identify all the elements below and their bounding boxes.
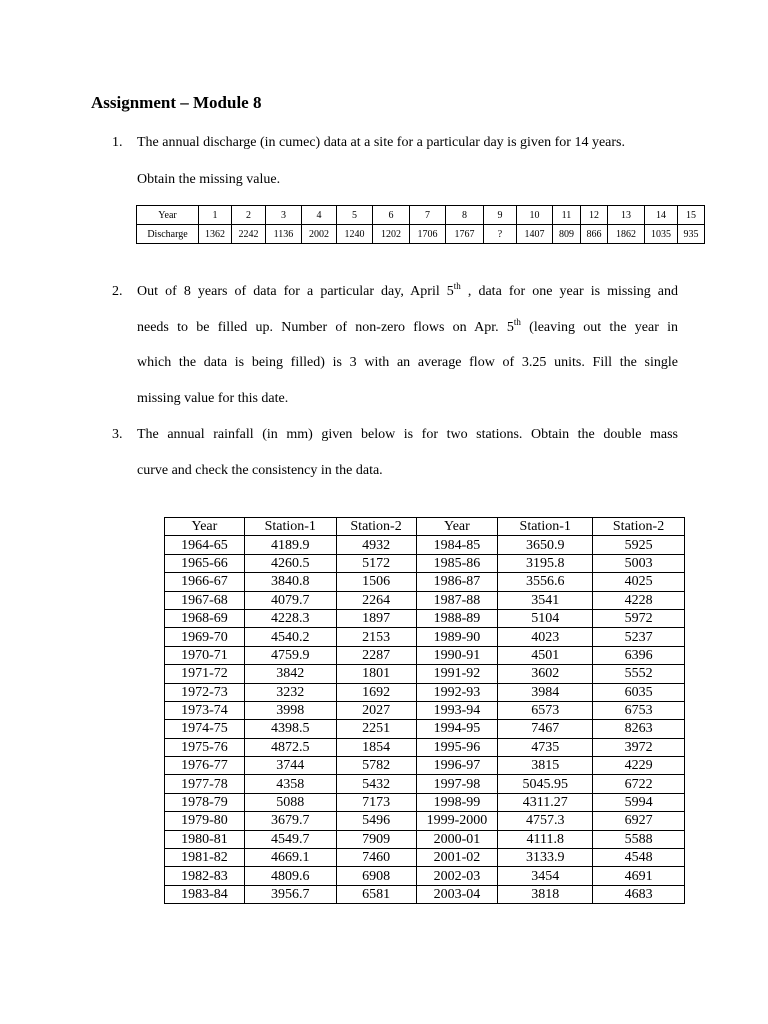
table-row <box>165 665 685 683</box>
table-row <box>165 701 685 719</box>
table-cell: 1978-79 <box>165 793 245 811</box>
table-cell: 1968-69 <box>165 609 245 627</box>
table-cell: 1801 <box>336 665 416 683</box>
table-cell: 6722 <box>593 775 685 793</box>
question-text-line <box>137 317 679 336</box>
table-cell: 4228.3 <box>244 609 336 627</box>
year-cell: 9 <box>484 206 517 225</box>
question-text-line: The annual rainfall (in mm) given below is for two stations. Obtain the double mass <box>137 427 678 442</box>
year-cell: 4 <box>302 206 337 225</box>
table-cell: 7173 <box>336 793 416 811</box>
table-row <box>165 885 685 903</box>
discharge-table <box>136 205 705 244</box>
table-cell: 5994 <box>593 793 685 811</box>
discharge-cell: 2002 <box>302 225 337 244</box>
table-cell: 1983-84 <box>165 885 245 903</box>
table-cell: 3195.8 <box>498 554 593 572</box>
table-row <box>165 683 685 701</box>
table-cell: 1996-97 <box>416 757 498 775</box>
table-cell: 4735 <box>498 738 593 756</box>
table-cell: 5972 <box>593 609 685 627</box>
year-cell: 6 <box>373 206 410 225</box>
discharge-cell: 1240 <box>337 225 373 244</box>
table-cell: 4501 <box>498 646 593 664</box>
year-cell: 1 <box>199 206 232 225</box>
column-header: Year <box>416 518 498 536</box>
table-row <box>165 536 685 554</box>
table-cell: 1692 <box>336 683 416 701</box>
year-cell: 8 <box>446 206 484 225</box>
table-cell: 1966-67 <box>165 573 245 591</box>
table-cell: 1975-76 <box>165 738 245 756</box>
text-segment: needs to be filled up. Number of non-zero flows on Apr. 5 <box>137 320 514 335</box>
table-cell: 3815 <box>498 757 593 775</box>
table-cell: 6581 <box>336 885 416 903</box>
table-cell: 5003 <box>593 554 685 572</box>
year-cell: 3 <box>266 206 302 225</box>
table-row <box>165 867 685 885</box>
table-cell: 2153 <box>336 628 416 646</box>
question-text-line <box>137 281 678 300</box>
table-cell: 1979-80 <box>165 812 245 830</box>
table-cell: 4548 <box>593 849 685 867</box>
table-cell: 1980-81 <box>165 830 245 848</box>
table-cell: 3679.7 <box>244 812 336 830</box>
table-cell: 4683 <box>593 885 685 903</box>
table-row <box>165 738 685 756</box>
table-cell: 1984-85 <box>416 536 498 554</box>
superscript: th <box>513 317 521 327</box>
question-text-line: missing value for this date. <box>137 391 289 406</box>
table-cell: 4398.5 <box>244 720 336 738</box>
year-cell: 7 <box>410 206 446 225</box>
table-cell: 5432 <box>336 775 416 793</box>
table-row <box>165 554 685 572</box>
table-cell: 1987-88 <box>416 591 498 609</box>
discharge-cell: 1362 <box>199 225 232 244</box>
table-row <box>165 720 685 738</box>
table-cell: 4311.27 <box>498 793 593 811</box>
column-header: Station-2 <box>336 518 416 536</box>
question-number: 2. <box>112 284 123 299</box>
table-cell: 6753 <box>593 701 685 719</box>
table-cell: 3232 <box>244 683 336 701</box>
table-cell: 4025 <box>593 573 685 591</box>
table-cell: 4932 <box>336 536 416 554</box>
discharge-cell: ? <box>484 225 517 244</box>
table-cell: 1997-98 <box>416 775 498 793</box>
question-text-line: which the data is being filled) is 3 with an average flow of 3.25 units. Fill the single <box>137 355 678 370</box>
table-cell: 3956.7 <box>244 885 336 903</box>
column-header: Station-2 <box>593 518 685 536</box>
table-row <box>165 628 685 646</box>
question-text-line: The annual discharge (in cumec) data at a site for a particular day is given for 14 years. <box>137 135 625 150</box>
table-cell: 5045.95 <box>498 775 593 793</box>
page-title: Assignment – Module 8 <box>91 93 262 112</box>
table-cell: 4229 <box>593 757 685 775</box>
table-cell: 4691 <box>593 867 685 885</box>
table-cell: 4358 <box>244 775 336 793</box>
table-cell: 3556.6 <box>498 573 593 591</box>
table-cell: 2000-01 <box>416 830 498 848</box>
table-cell: 3541 <box>498 591 593 609</box>
discharge-cell: 809 <box>553 225 581 244</box>
text-segment: (leaving out the year in <box>520 320 679 335</box>
table-cell: 7909 <box>336 830 416 848</box>
table-cell: 5104 <box>498 609 593 627</box>
discharge-cell: 866 <box>581 225 608 244</box>
table-cell: 4260.5 <box>244 554 336 572</box>
table-cell: 8263 <box>593 720 685 738</box>
table-cell: 1998-99 <box>416 793 498 811</box>
table-cell: 6908 <box>336 867 416 885</box>
table-cell: 4023 <box>498 628 593 646</box>
table-cell: 5088 <box>244 793 336 811</box>
table-cell: 3818 <box>498 885 593 903</box>
table-row <box>165 849 685 867</box>
table-row <box>165 646 685 664</box>
table-cell: 4669.1 <box>244 849 336 867</box>
table-cell: 1967-68 <box>165 591 245 609</box>
table-cell: 1994-95 <box>416 720 498 738</box>
table-cell: 2027 <box>336 701 416 719</box>
table-cell: 4540.2 <box>244 628 336 646</box>
year-cell: 15 <box>678 206 705 225</box>
table-cell: 3842 <box>244 665 336 683</box>
year-row <box>137 206 705 225</box>
table-cell: 4079.7 <box>244 591 336 609</box>
table-cell: 1992-93 <box>416 683 498 701</box>
table-cell: 3744 <box>244 757 336 775</box>
text-segment: , data for one year is missing and <box>460 284 678 299</box>
table-cell: 5172 <box>336 554 416 572</box>
table-cell: 1976-77 <box>165 757 245 775</box>
table-row <box>165 830 685 848</box>
table-cell: 1973-74 <box>165 701 245 719</box>
table-cell: 1964-65 <box>165 536 245 554</box>
question-number: 3. <box>112 427 123 442</box>
table-cell: 4872.5 <box>244 738 336 756</box>
table-row <box>165 591 685 609</box>
table-cell: 1993-94 <box>416 701 498 719</box>
table-cell: 5496 <box>336 812 416 830</box>
table-cell: 5588 <box>593 830 685 848</box>
table-cell: 1999-2000 <box>416 812 498 830</box>
year-cell: 5 <box>337 206 373 225</box>
table-cell: 3650.9 <box>498 536 593 554</box>
year-cell: 12 <box>581 206 608 225</box>
discharge-cell: 1767 <box>446 225 484 244</box>
table-cell: 1974-75 <box>165 720 245 738</box>
table-row <box>165 609 685 627</box>
question-text-line: curve and check the consistency in the data. <box>137 463 383 478</box>
table-cell: 6396 <box>593 646 685 664</box>
table-cell: 5782 <box>336 757 416 775</box>
table-row <box>165 757 685 775</box>
table-cell: 2251 <box>336 720 416 738</box>
discharge-row <box>137 225 705 244</box>
table-cell: 1969-70 <box>165 628 245 646</box>
table-cell: 1989-90 <box>416 628 498 646</box>
rainfall-table <box>164 517 685 904</box>
table-cell: 1990-91 <box>416 646 498 664</box>
text-segment: Out of 8 years of data for a particular day, April 5 <box>137 284 454 299</box>
table-cell: 4228 <box>593 591 685 609</box>
table-cell: 1986-87 <box>416 573 498 591</box>
table-cell: 1982-83 <box>165 867 245 885</box>
table-cell: 7460 <box>336 849 416 867</box>
year-cell: 10 <box>517 206 553 225</box>
discharge-cell: 1202 <box>373 225 410 244</box>
table-cell: 1506 <box>336 573 416 591</box>
column-header: Station-1 <box>498 518 593 536</box>
table-cell: 4549.7 <box>244 830 336 848</box>
table-cell: 2002-03 <box>416 867 498 885</box>
table-cell: 4757.3 <box>498 812 593 830</box>
table-cell: 2003-04 <box>416 885 498 903</box>
table-cell: 3602 <box>498 665 593 683</box>
superscript: th <box>453 281 461 291</box>
table-cell: 1972-73 <box>165 683 245 701</box>
table-cell: 3840.8 <box>244 573 336 591</box>
row-label: Year <box>137 206 199 225</box>
table-cell: 2001-02 <box>416 849 498 867</box>
table-cell: 7467 <box>498 720 593 738</box>
table-cell: 1991-92 <box>416 665 498 683</box>
table-cell: 1897 <box>336 609 416 627</box>
year-cell: 2 <box>232 206 266 225</box>
header-row <box>165 518 685 536</box>
column-header: Station-1 <box>244 518 336 536</box>
discharge-cell: 1706 <box>410 225 446 244</box>
table-cell: 1981-82 <box>165 849 245 867</box>
table-cell: 1988-89 <box>416 609 498 627</box>
table-cell: 5237 <box>593 628 685 646</box>
discharge-cell: 2242 <box>232 225 266 244</box>
year-cell: 14 <box>645 206 678 225</box>
table-cell: 6035 <box>593 683 685 701</box>
discharge-cell: 1407 <box>517 225 553 244</box>
row-label: Discharge <box>137 225 199 244</box>
table-cell: 5925 <box>593 536 685 554</box>
table-cell: 6927 <box>593 812 685 830</box>
discharge-cell: 1035 <box>645 225 678 244</box>
table-row <box>165 573 685 591</box>
table-cell: 6573 <box>498 701 593 719</box>
question-number: 1. <box>112 135 123 150</box>
table-cell: 3972 <box>593 738 685 756</box>
table-cell: 2264 <box>336 591 416 609</box>
table-cell: 5552 <box>593 665 685 683</box>
table-cell: 1854 <box>336 738 416 756</box>
table-cell: 1965-66 <box>165 554 245 572</box>
table-cell: 4189.9 <box>244 536 336 554</box>
discharge-cell: 935 <box>678 225 705 244</box>
table-cell: 4759.9 <box>244 646 336 664</box>
table-cell: 3998 <box>244 701 336 719</box>
discharge-cell: 1136 <box>266 225 302 244</box>
discharge-cell: 1862 <box>608 225 645 244</box>
column-header: Year <box>165 518 245 536</box>
table-cell: 3454 <box>498 867 593 885</box>
table-cell: 3984 <box>498 683 593 701</box>
year-cell: 13 <box>608 206 645 225</box>
table-cell: 1970-71 <box>165 646 245 664</box>
question-text-line: Obtain the missing value. <box>137 172 281 187</box>
table-cell: 1985-86 <box>416 554 498 572</box>
table-cell: 1977-78 <box>165 775 245 793</box>
table-row <box>165 775 685 793</box>
table-cell: 4809.6 <box>244 867 336 885</box>
year-cell: 11 <box>553 206 581 225</box>
table-cell: 4111.8 <box>498 830 593 848</box>
table-cell: 1971-72 <box>165 665 245 683</box>
table-cell: 3133.9 <box>498 849 593 867</box>
table-row <box>165 793 685 811</box>
table-cell: 1995-96 <box>416 738 498 756</box>
table-cell: 2287 <box>336 646 416 664</box>
table-row <box>165 812 685 830</box>
